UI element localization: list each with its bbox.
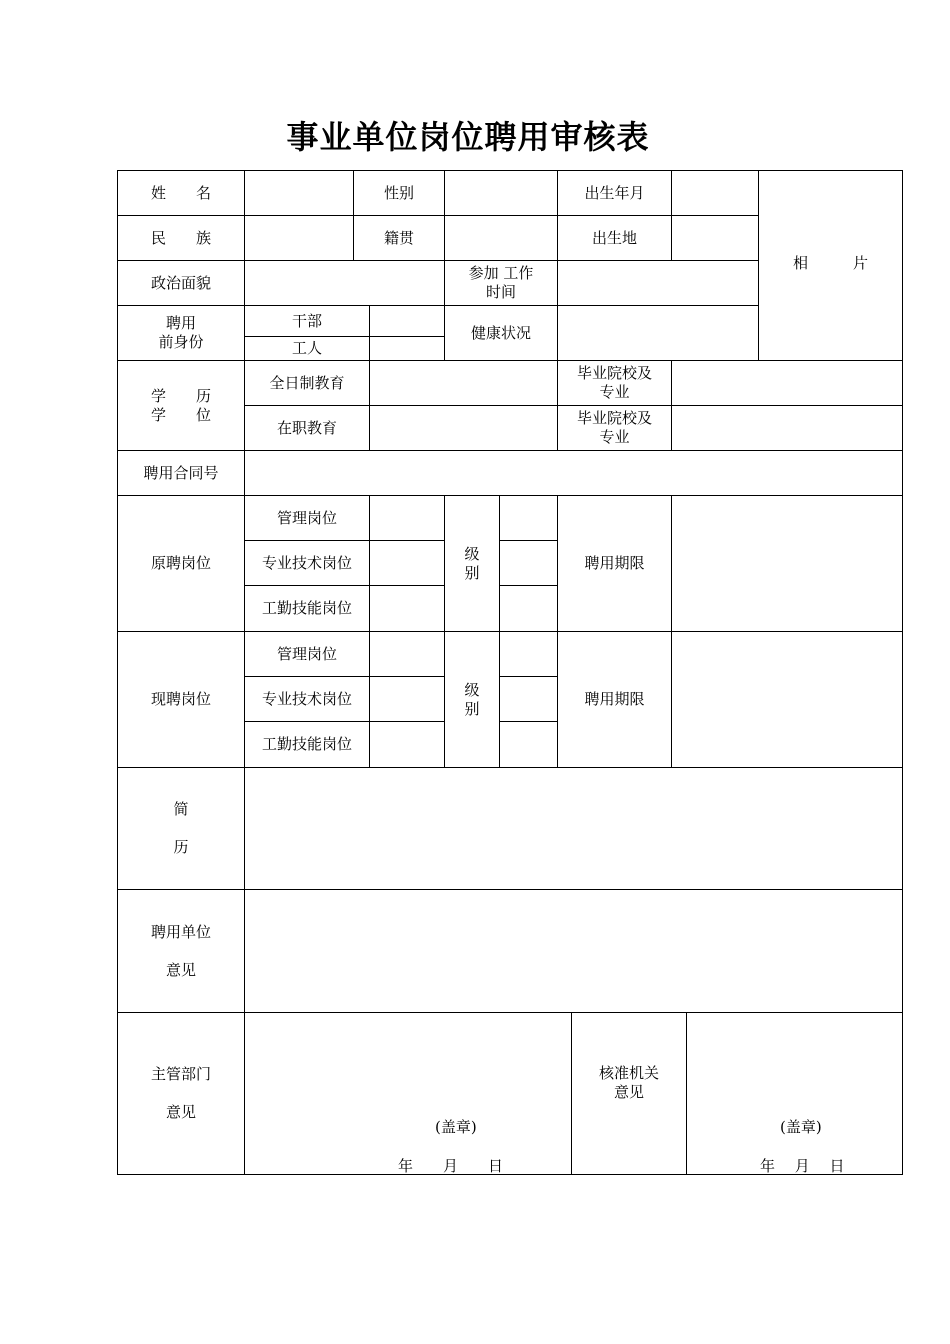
field-orig-tech[interactable] (369, 540, 445, 586)
label-birth (557, 170, 672, 216)
label-curr-mgmt (244, 631, 370, 677)
field-orig-level-1[interactable] (499, 495, 558, 541)
field-orig-level-3[interactable] (499, 585, 558, 632)
label-worker (244, 336, 370, 361)
label-ethnic (117, 215, 245, 261)
cell-label-text: 学 历 (150, 386, 211, 405)
form-title: 事业单位岗位聘用审核表 (286, 118, 650, 156)
cell-label-text: 意见 (613, 1082, 644, 1101)
label-orig-level (444, 495, 500, 632)
field-orig-term[interactable] (671, 495, 903, 632)
cell-label-text: 原聘岗位 (150, 554, 211, 572)
field-curr-level-1[interactable] (499, 631, 558, 677)
photo-box[interactable] (758, 170, 903, 361)
field-political[interactable] (244, 260, 445, 306)
cell-label-text: 全日制教育 (269, 373, 345, 392)
label-cadre (244, 305, 370, 337)
field-curr-mgmt[interactable] (369, 631, 445, 677)
field-birthplace[interactable] (671, 215, 759, 261)
field-name[interactable] (244, 170, 354, 216)
label-name (117, 170, 245, 216)
label-education (117, 360, 245, 451)
field-ethnic[interactable] (244, 215, 354, 261)
label-approve-opinion (571, 1012, 687, 1175)
field-school-fulltime[interactable] (671, 360, 903, 406)
cell-label-text: 级 (464, 544, 480, 563)
cell-label-text: 聘用合同号 (143, 463, 219, 482)
cell-label-text: 工勤技能岗位 (261, 599, 352, 617)
cell-label-text: 管理岗位 (276, 644, 337, 663)
cell-label-text: 别 (464, 699, 480, 718)
cell-label-text: 前身份 (158, 333, 204, 351)
label-onjob (244, 405, 370, 451)
label-curr-level (444, 631, 500, 768)
field-native[interactable] (444, 215, 558, 261)
cell-label-text: 聘用期限 (584, 690, 645, 708)
cell-label-text: 专业技术岗位 (261, 689, 352, 708)
cell-label-text: 时间 (485, 283, 516, 301)
field-unit-opinion[interactable] (244, 889, 903, 1013)
field-birth[interactable] (671, 170, 759, 216)
label-health (444, 305, 558, 361)
label-fulltime (244, 360, 370, 406)
field-resume[interactable] (244, 767, 903, 890)
field-fulltime[interactable] (369, 360, 558, 406)
cell-label-text: 专业 (599, 383, 630, 401)
cell-label-text: 别 (464, 563, 480, 582)
label-orig-skill (244, 585, 370, 632)
approve-seal-text: (盖章) (780, 1118, 822, 1136)
field-gender[interactable] (444, 170, 558, 216)
field-curr-term[interactable] (671, 631, 903, 768)
field-dept-opinion[interactable] (244, 1012, 572, 1175)
field-health[interactable] (557, 305, 759, 361)
field-contract-no[interactable] (244, 450, 903, 496)
label-curr-post (117, 631, 245, 768)
field-approve-opinion[interactable] (686, 1012, 903, 1175)
cell-label-text: 学 位 (150, 405, 211, 424)
cell-label-text: 姓 名 (150, 183, 211, 202)
label-orig-mgmt (244, 495, 370, 541)
field-orig-level-2[interactable] (499, 540, 558, 586)
cell-label-text: 意见 (165, 960, 196, 979)
field-curr-skill[interactable] (369, 721, 445, 768)
cell-label-text: 相 片 (792, 254, 868, 272)
cell-label-text: 现聘岗位 (150, 690, 211, 708)
cell-label-text: 工勤技能岗位 (261, 735, 352, 753)
cell-label-text: 毕业院校及 (576, 409, 652, 427)
cell-label-text: 聘用单位 (150, 922, 211, 941)
cell-label-text: 干部 (291, 311, 322, 330)
label-unit-opinion (117, 889, 245, 1013)
label-school-onjob (557, 405, 672, 451)
label-birthplace (557, 215, 672, 261)
cell-label-text: 专业 (599, 428, 630, 446)
label-work-start (444, 260, 558, 306)
field-curr-tech[interactable] (369, 676, 445, 722)
field-curr-level-3[interactable] (499, 721, 558, 768)
approve-date-text: 年 月 日 (760, 1157, 845, 1175)
cell-label-text: 参加 工作 (468, 264, 534, 282)
field-school-onjob[interactable] (671, 405, 903, 451)
label-gender (353, 170, 445, 216)
label-orig-term (557, 495, 672, 632)
cell-label-text: 毕业院校及 (576, 364, 652, 382)
cell-label-text: 管理岗位 (276, 508, 337, 527)
cell-label-text: 意见 (165, 1103, 196, 1121)
label-native (353, 215, 445, 261)
cell-label-text: 政治面貌 (150, 273, 211, 292)
cell-label-text: 聘用期限 (584, 554, 645, 572)
label-resume (117, 767, 245, 890)
label-orig-tech (244, 540, 370, 586)
cell-label-text: 简 (173, 800, 189, 818)
dept-seal-text: (盖章) (435, 1118, 477, 1136)
label-contract-no (117, 450, 245, 496)
label-political (117, 260, 245, 306)
cell-label-text: 主管部门 (150, 1065, 211, 1083)
cell-label-text: 工人 (291, 339, 322, 357)
cell-label-text: 民 族 (150, 228, 211, 247)
cell-label-text: 专业技术岗位 (261, 553, 352, 572)
dept-date-text: 年 月 日 (398, 1157, 504, 1175)
cell-label-text: 健康状况 (470, 323, 531, 342)
cell-label-text: 聘用 (165, 314, 196, 332)
cell-label-text: 籍贯 (383, 228, 414, 247)
field-cadre[interactable] (369, 305, 445, 337)
cell-label-text: 核准机关 (598, 1063, 659, 1082)
label-dept-opinion (117, 1012, 245, 1175)
label-prev-identity (117, 305, 245, 361)
field-worker[interactable] (369, 336, 445, 361)
field-orig-skill[interactable] (369, 585, 445, 632)
field-orig-mgmt[interactable] (369, 495, 445, 541)
label-school-fulltime (557, 360, 672, 406)
field-onjob[interactable] (369, 405, 558, 451)
field-work-start[interactable] (557, 260, 759, 306)
label-orig-post (117, 495, 245, 632)
cell-label-text: 性别 (383, 183, 414, 202)
cell-label-text: 级 (464, 680, 480, 699)
cell-label-text: 出生年月 (584, 183, 645, 202)
cell-label-text: 历 (173, 838, 189, 856)
field-curr-level-2[interactable] (499, 676, 558, 722)
label-curr-term (557, 631, 672, 768)
cell-label-text: 出生地 (591, 228, 637, 247)
cell-label-text: 在职教育 (276, 418, 337, 437)
label-curr-tech (244, 676, 370, 722)
label-curr-skill (244, 721, 370, 768)
